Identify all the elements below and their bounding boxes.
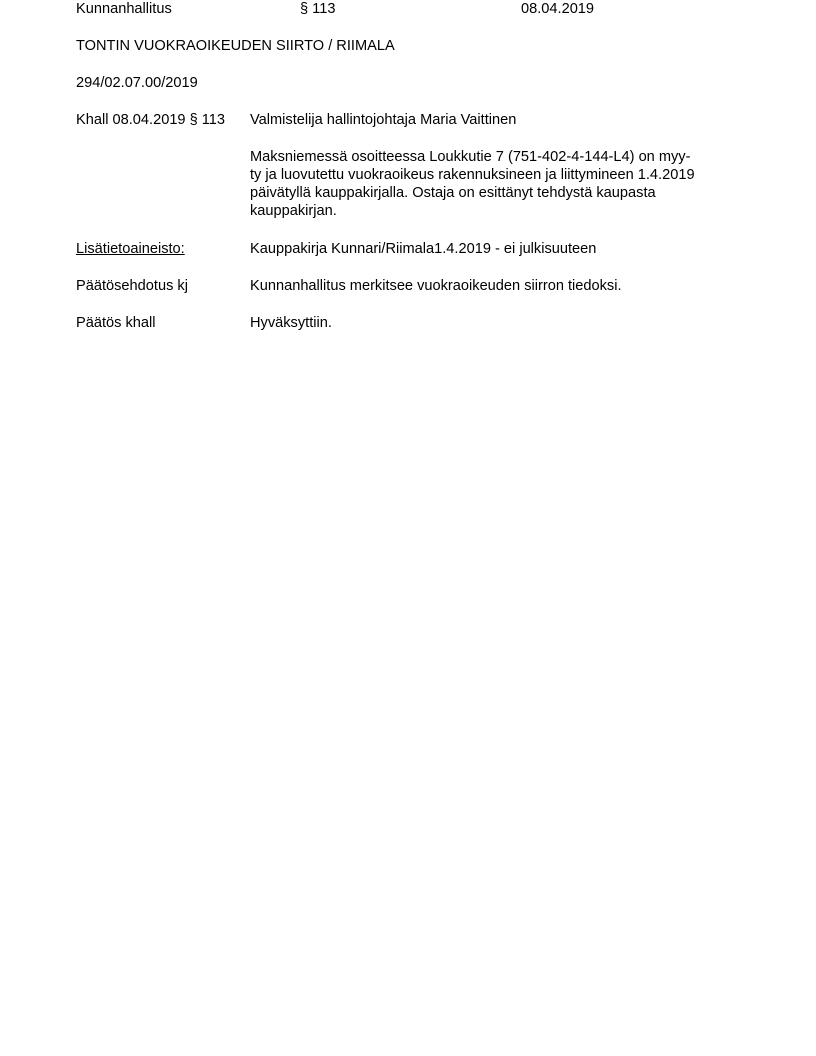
document-title: TONTIN VUOKRAOIKEUDEN SIIRTO / RIIMALA	[76, 38, 395, 54]
description-line: Maksniemessä osoitteessa Loukkutie 7 (751-402-4-144-L4) on myy-	[250, 149, 691, 165]
header-date: 08.04.2019	[521, 1, 595, 17]
header-organ: Kunnanhallitus	[76, 1, 172, 17]
proposal-value: Kunnanhallitus merkitsee vuokraoikeuden siirron tiedoksi.	[250, 278, 622, 294]
description-line: ty ja luovutettu vuokraoikeus rakennuksineen ja liittymineen 1.4.2019	[250, 167, 695, 183]
description-line: päivätyllä kauppakirjalla. Ostaja on esittänyt tehdystä kaupasta	[250, 185, 656, 201]
decision-label: Päätös khall	[76, 315, 156, 331]
header-section: § 113	[300, 1, 336, 17]
attachments-value: Kauppakirja Kunnari/Riimala1.4.2019 - ei julkisuuteen	[250, 241, 597, 257]
record-number: 294/02.07.00/2019	[76, 75, 198, 91]
proposal-label: Päätösehdotus kj	[76, 278, 188, 294]
attachments-label: Lisätietoaineisto:	[76, 241, 185, 257]
description-line: kauppakirjan.	[250, 203, 337, 219]
description-paragraph	[250, 148, 750, 220]
meeting-label: Khall 08.04.2019 § 113	[76, 112, 226, 128]
preparer-line: Valmistelija hallintojohtaja Maria Vaittinen	[250, 112, 517, 128]
decision-value: Hyväksyttiin.	[250, 315, 332, 331]
